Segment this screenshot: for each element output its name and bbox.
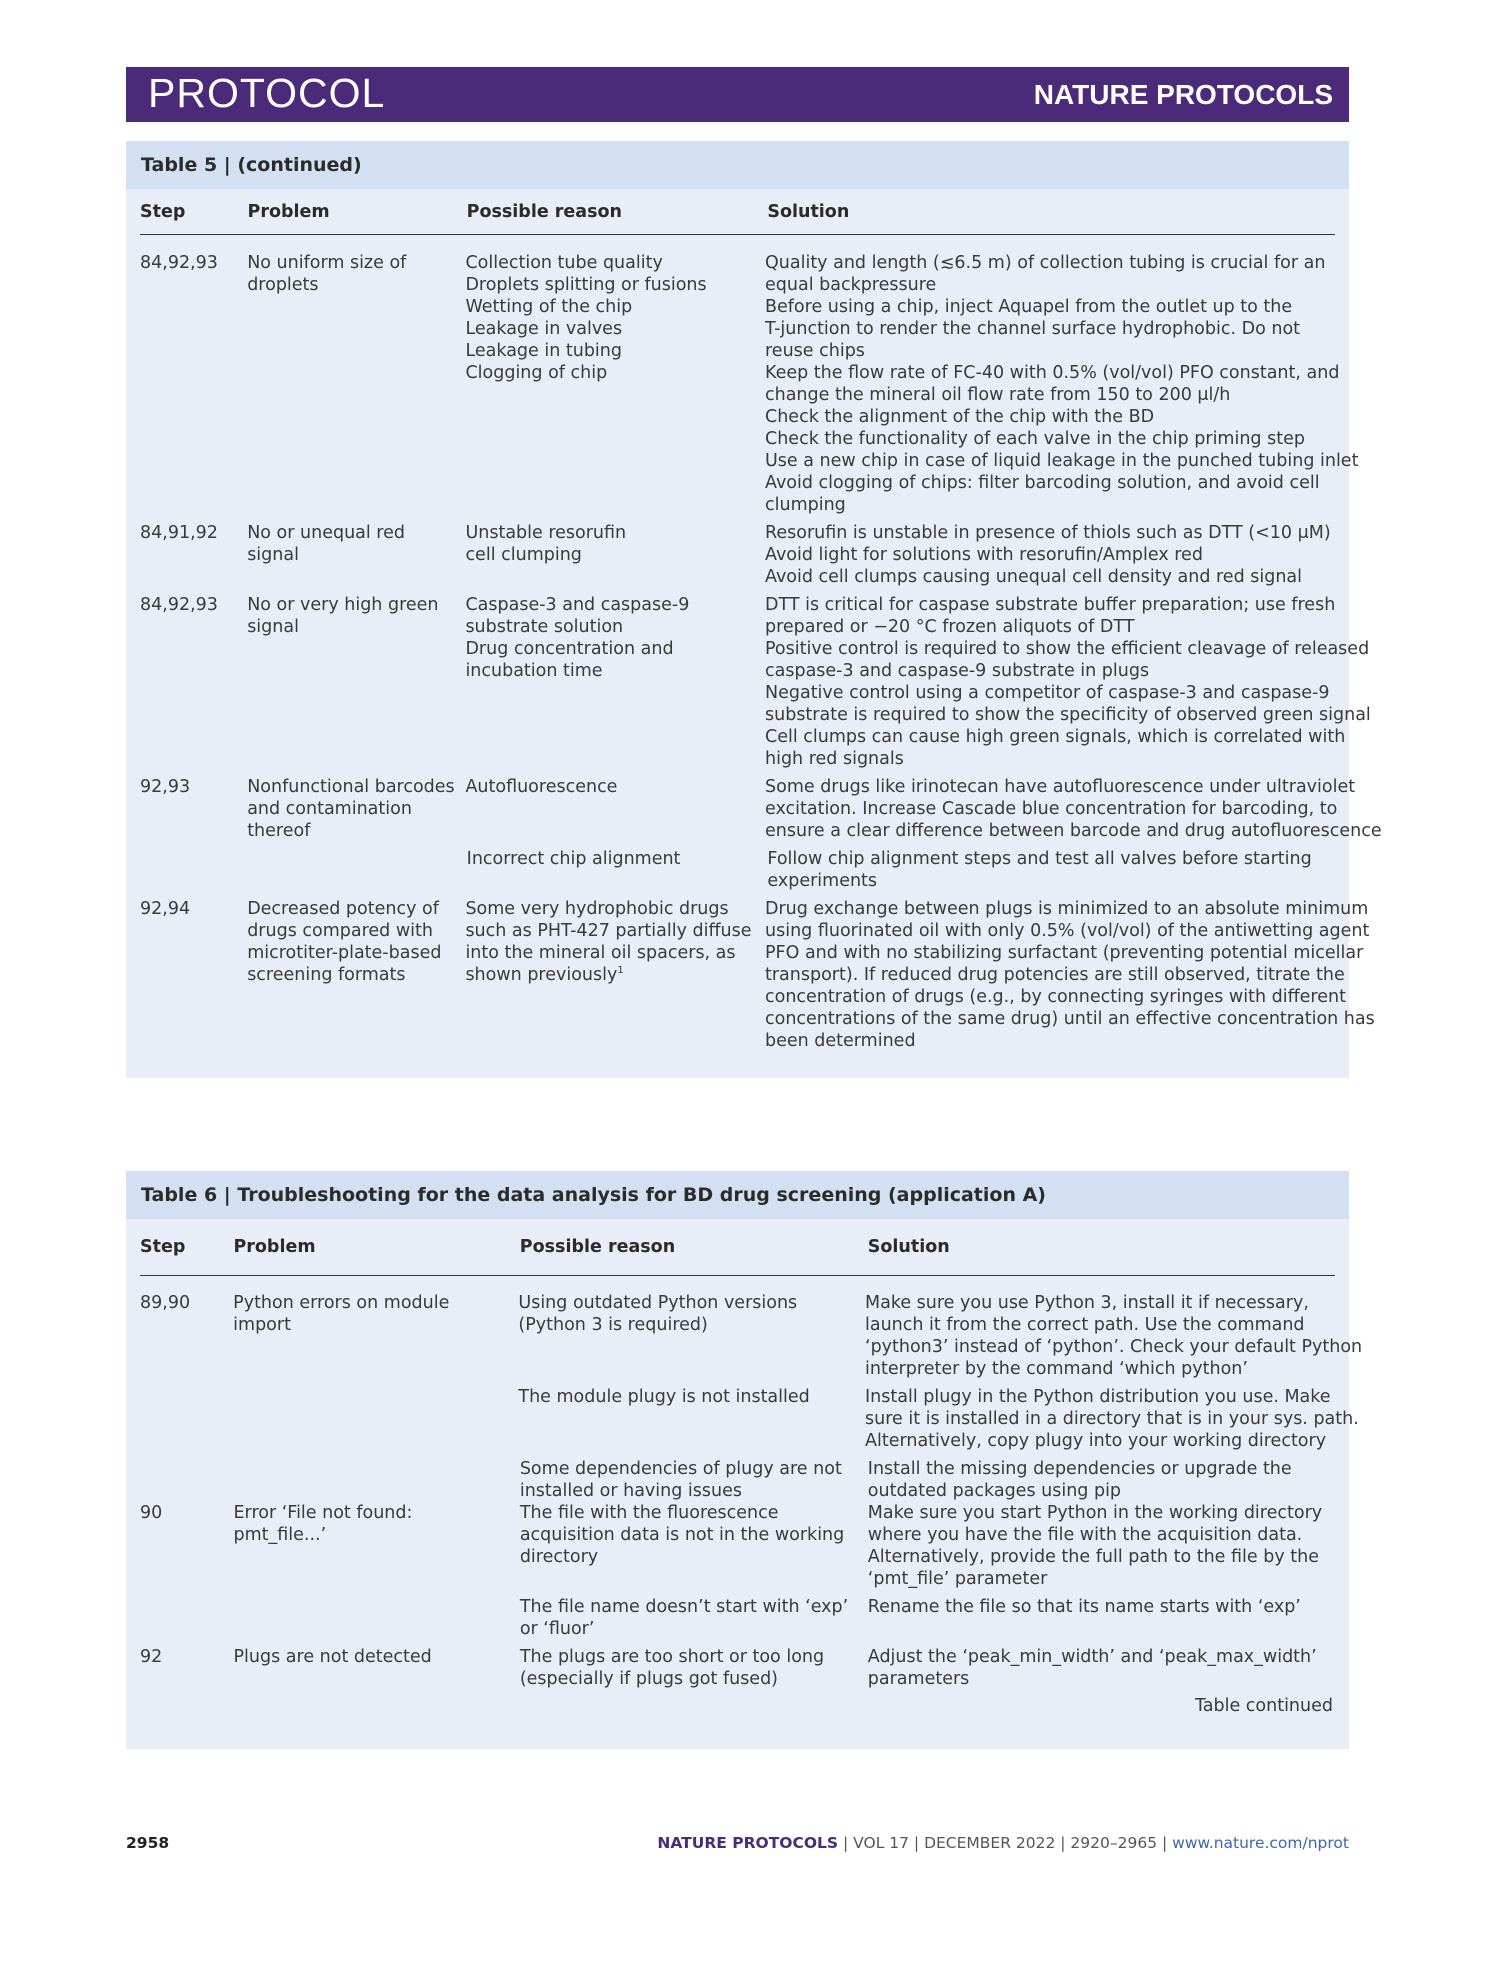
reason-text: The plugs are too short or too long (519, 1647, 825, 1667)
reason-line (465, 594, 755, 616)
cell-reason (465, 898, 765, 1052)
solution-line: Make sure you start Python in the working directory (867, 1503, 1323, 1523)
reason-line (520, 1596, 858, 1618)
cell-solution (767, 848, 1335, 892)
header-solution: Solution (867, 1237, 950, 1257)
section-title: PROTOCOL (148, 70, 386, 116)
reason-text: Unstable resorufin (465, 523, 627, 543)
solution-line: Negative control using a competitor of caspase-3 and caspase-9 (765, 683, 1330, 703)
reason-line (465, 252, 755, 274)
solution-line: Some drugs like irinotecan have autofluorescence under ultraviolet (765, 777, 1356, 797)
table-row (140, 1458, 1335, 1502)
cell-solution (868, 1458, 1335, 1502)
solution-line: DTT is critical for caspase substrate buffer preparation; use fresh (765, 595, 1336, 615)
cell-step (140, 1458, 234, 1502)
cell-solution (765, 898, 1375, 1052)
footer-citation (657, 1834, 1349, 1852)
solution-line: high red signals (765, 749, 904, 769)
reason-text: (Python 3 is required) (518, 1315, 708, 1335)
reason-text: (especially if plugs got fused) (519, 1669, 779, 1689)
reason-text: The file with the fluorescence (519, 1503, 779, 1523)
footer-details: | VOL 17 | DECEMBER 2022 | 2920–2965 | (838, 1834, 1173, 1852)
reason-line (465, 318, 755, 340)
solution-line: Cell clumps can cause high green signals, which is correlated with (765, 727, 1346, 747)
solution-line: Check the functionality of each valve in the chip priming step (765, 429, 1305, 449)
reason-text: Some dependencies of plugy are not (519, 1459, 842, 1479)
reason-line (518, 1386, 855, 1408)
solution-line: concentration of drugs (e.g., by connecting syringes with different (765, 987, 1346, 1007)
solution-line: Install the missing dependencies or upgrade the (867, 1459, 1292, 1479)
reason-text: Wetting of the chip (465, 297, 633, 317)
table-row (140, 848, 1335, 892)
cell-problem: Python errors on module import (233, 1293, 450, 1335)
reason-text: Collection tube quality (465, 253, 663, 273)
solution-line: interpreter by the command ‘which python’ (865, 1359, 1248, 1379)
cell-solution (865, 1292, 1363, 1380)
reason-text: substrate solution (465, 617, 624, 637)
journal-title: NATURE PROTOCOLS (1033, 79, 1333, 110)
reason-line (465, 274, 755, 296)
solution-line: Drug exchange between plugs is minimized to an absolute minimum (765, 899, 1369, 919)
table-row (140, 522, 1335, 588)
solution-line: been determined (765, 1031, 916, 1051)
solution-line: reuse chips (765, 341, 865, 361)
solution-line: parameters (867, 1669, 970, 1689)
reason-line (465, 898, 755, 920)
cell-step: 89,90 (140, 1293, 191, 1313)
reason-text: Some very hydrophobic drugs (465, 899, 729, 919)
reason-text: Droplets splitting or fusions (465, 275, 707, 295)
page-header (126, 67, 1349, 122)
reason-text: Caspase-3 and caspase-9 (465, 595, 690, 615)
reason-line (520, 1668, 858, 1690)
cell-problem: No or very high green signal (247, 595, 439, 637)
reason-text: Clogging of chip (465, 363, 608, 383)
reason-text: such as PHT-427 partially diffuse (465, 921, 752, 941)
reason-line (520, 1618, 858, 1640)
cell-solution (765, 522, 1335, 588)
cell-problem (234, 1458, 520, 1502)
table-row (140, 898, 1375, 1052)
reason-line (520, 1646, 858, 1668)
table-caption: Table 6 | Troubleshooting for the data analysis for BD drug screening (application A) (126, 1171, 1349, 1219)
cell-reason (520, 1458, 868, 1502)
solution-line: outdated packages using pip (867, 1481, 1122, 1501)
cell-solution (868, 1502, 1335, 1590)
reason-line (465, 616, 755, 638)
cell-problem: Plugs are not detected (233, 1647, 432, 1667)
solution-line: concentrations of the same drug) until an effective concentration has (765, 1009, 1375, 1029)
reason-text: or ‘fluor’ (519, 1619, 595, 1639)
solution-line: Positive control is required to show the efficient cleavage of released (765, 639, 1370, 659)
cell-solution (765, 252, 1359, 516)
cell-solution (868, 1596, 1335, 1640)
cell-step (140, 848, 248, 892)
table-row (140, 1646, 1335, 1690)
reason-text: The module plugy is not installed (518, 1387, 810, 1407)
reason-line (520, 1458, 858, 1480)
solution-line: Make sure you use Python 3, install it if necessary, (865, 1293, 1309, 1313)
reason-line (465, 776, 755, 798)
reason-line (520, 1480, 858, 1502)
solution-line: using fluorinated oil with only 0.5% (vol/vol) of the antiwetting agent (765, 921, 1370, 941)
solution-line: T-junction to render the channel surface hydrophobic. Do not (765, 319, 1301, 339)
cell-step: 92,94 (140, 899, 191, 919)
solution-line: experiments (767, 871, 878, 891)
table-continued-note: Table continued (1194, 1696, 1333, 1716)
reason-text: incubation time (465, 661, 603, 681)
table-row (140, 1502, 1335, 1590)
cell-solution (765, 594, 1371, 770)
solution-line: Avoid cell clumps causing unequal cell density and red signal (765, 567, 1303, 587)
reason-line (465, 340, 755, 362)
reason-line (520, 1546, 858, 1568)
reason-text: Drug concentration and (465, 639, 674, 659)
cell-reason (465, 594, 765, 770)
reason-line (520, 1524, 858, 1546)
solution-line: Alternatively, copy plugy into your working directory (865, 1431, 1327, 1451)
table-row (140, 1596, 1335, 1640)
solution-line: Keep the flow rate of FC-40 with 0.5% (vol/vol) PFO constant, and (765, 363, 1340, 383)
table-row (140, 1386, 1359, 1452)
reason-text: shown previously (465, 965, 618, 985)
solution-line: launch it from the correct path. Use the command (865, 1315, 1305, 1335)
reason-line (518, 1292, 855, 1314)
solution-line: clumping (765, 495, 846, 515)
cell-step: 84,92,93 (140, 253, 218, 273)
header-reason: Possible reason (519, 1237, 676, 1257)
cell-reason (465, 776, 765, 842)
reason-line (465, 362, 755, 384)
solution-line: Alternatively, provide the full path to the file by the (867, 1547, 1319, 1567)
cell-solution (868, 1646, 1335, 1690)
cell-problem: Error ‘File not found: pmt_file...’ (233, 1503, 413, 1545)
solution-line: Resorufin is unstable in presence of thiols such as DTT (<10 μM) (765, 523, 1331, 543)
header-reason: Possible reason (466, 201, 622, 222)
solution-line: Install plugy in the Python distribution you use. Make (865, 1387, 1331, 1407)
table-header (140, 1219, 1335, 1275)
solution-line: prepared or −20 °C frozen aliquots of DTT (765, 617, 1135, 637)
solution-line: equal backpressure (765, 275, 937, 295)
cell-step (140, 1386, 233, 1452)
solution-line: Quality and length (≲6.5 m) of collection tubing is crucial for an (765, 253, 1326, 273)
header-solution: Solution (767, 201, 850, 222)
reason-line (465, 942, 755, 964)
solution-line: Adjust the ‘peak_min_width’ and ‘peak_max_width’ (867, 1647, 1317, 1667)
solution-line: caspase-3 and caspase-9 substrate in plugs (765, 661, 1150, 681)
cell-problem: No or unequal red signal (247, 523, 405, 565)
cell-reason (465, 252, 765, 516)
header-step: Step (140, 1237, 186, 1257)
solution-line: PFO and with no stabilizing surfactant (preventing potential micellar (765, 943, 1364, 963)
header-step: Step (140, 201, 186, 222)
reason-text: Leakage in tubing (465, 341, 622, 361)
reason-text: into the mineral oil spacers, as (465, 943, 736, 963)
reason-line (520, 1502, 858, 1524)
reason-line (465, 638, 755, 660)
cell-reason (465, 522, 765, 588)
cell-step: 92 (140, 1647, 163, 1667)
solution-line: Check the alignment of the chip with the BD (765, 407, 1155, 427)
table-row (140, 594, 1371, 770)
solution-line: substrate is required to show the specificity of observed green signal (765, 705, 1371, 725)
cell-problem: No uniform size of droplets (247, 253, 407, 295)
solution-line: excitation. Increase Cascade blue concentration for barcoding, to (765, 799, 1338, 819)
reason-text: cell clumping (465, 545, 582, 565)
cell-step: 92,93 (140, 777, 191, 797)
solution-line: transport). If reduced drug potencies are still observed, titrate the (765, 965, 1345, 985)
reason-line (465, 296, 755, 318)
solution-line: ensure a clear difference between barcode and drug autofluorescence (765, 821, 1382, 841)
reason-text: The file name doesn’t start with ‘exp’ (519, 1597, 849, 1617)
reason-text: Leakage in valves (465, 319, 623, 339)
header-problem: Problem (233, 1237, 316, 1257)
cell-reason (467, 848, 768, 892)
reference-superscript: 1 (617, 965, 624, 977)
reason-text: directory (519, 1547, 599, 1567)
table-header (140, 189, 1335, 234)
table-row (140, 776, 1382, 842)
cell-reason (518, 1292, 865, 1380)
reason-line (465, 660, 755, 682)
table-row (140, 1292, 1363, 1380)
solution-line: Before using a chip, inject Aquapel from the outlet up to the (765, 297, 1293, 317)
solution-line: sure it is installed in a directory that is in your sys. path. (865, 1409, 1359, 1429)
footer-journal: NATURE PROTOCOLS (657, 1834, 839, 1852)
cell-step: 84,92,93 (140, 595, 218, 615)
header-problem: Problem (247, 201, 330, 222)
solution-line: Avoid light for solutions with resorufin/Amplex red (765, 545, 1203, 565)
table-row (140, 252, 1359, 516)
reason-text: installed or having issues (519, 1481, 742, 1501)
reason-text: acquisition data is not in the working (519, 1525, 845, 1545)
solution-line: Use a new chip in case of liquid leakage in the punched tubing inlet (765, 451, 1359, 471)
cell-reason (518, 1386, 865, 1452)
reason-text: Using outdated Python versions (518, 1293, 798, 1313)
cell-step (140, 1596, 234, 1640)
reason-text: Incorrect chip alignment (466, 849, 681, 869)
solution-line: Rename the file so that its name starts with ‘exp’ (867, 1597, 1301, 1617)
cell-problem (248, 848, 467, 892)
reason-line (518, 1314, 855, 1336)
cell-solution (865, 1386, 1359, 1452)
cell-problem: Decreased potency of drugs compared with microtiter-plate-based screening formats (247, 899, 442, 985)
solution-line: Avoid clogging of chips: filter barcoding solution, and avoid cell (765, 473, 1320, 493)
cell-reason (520, 1502, 868, 1590)
cell-reason (520, 1596, 868, 1640)
reason-line (465, 920, 755, 942)
solution-line: Follow chip alignment steps and test all valves before starting (767, 849, 1312, 869)
reason-line (465, 964, 755, 986)
cell-problem (234, 1596, 520, 1640)
reason-line (467, 848, 758, 870)
table-5 (126, 141, 1382, 1078)
cell-solution (765, 776, 1382, 842)
solution-line: where you have the file with the acquisition data. (867, 1525, 1303, 1545)
cell-step: 84,91,92 (140, 523, 218, 543)
page-number: 2958 (126, 1834, 170, 1852)
reason-line (465, 544, 755, 566)
cell-reason (520, 1646, 868, 1690)
cell-problem (233, 1386, 518, 1452)
reason-line (465, 522, 755, 544)
reason-text: Autofluorescence (465, 777, 618, 797)
cell-step: 90 (140, 1503, 163, 1523)
solution-line: change the mineral oil flow rate from 150 to 200 μl/h (765, 385, 1231, 405)
cell-problem: Nonfunctional barcodes and contamination thereof (247, 777, 455, 841)
solution-line: ‘pmt_file’ parameter (867, 1569, 1048, 1589)
table-caption: Table 5 | (continued) (126, 141, 1349, 189)
footer-url[interactable]: www.nature.com/nprot (1172, 1834, 1349, 1852)
table-6 (126, 1171, 1363, 1749)
solution-line: ‘python3’ instead of ‘python’. Check your default Python (865, 1337, 1363, 1357)
